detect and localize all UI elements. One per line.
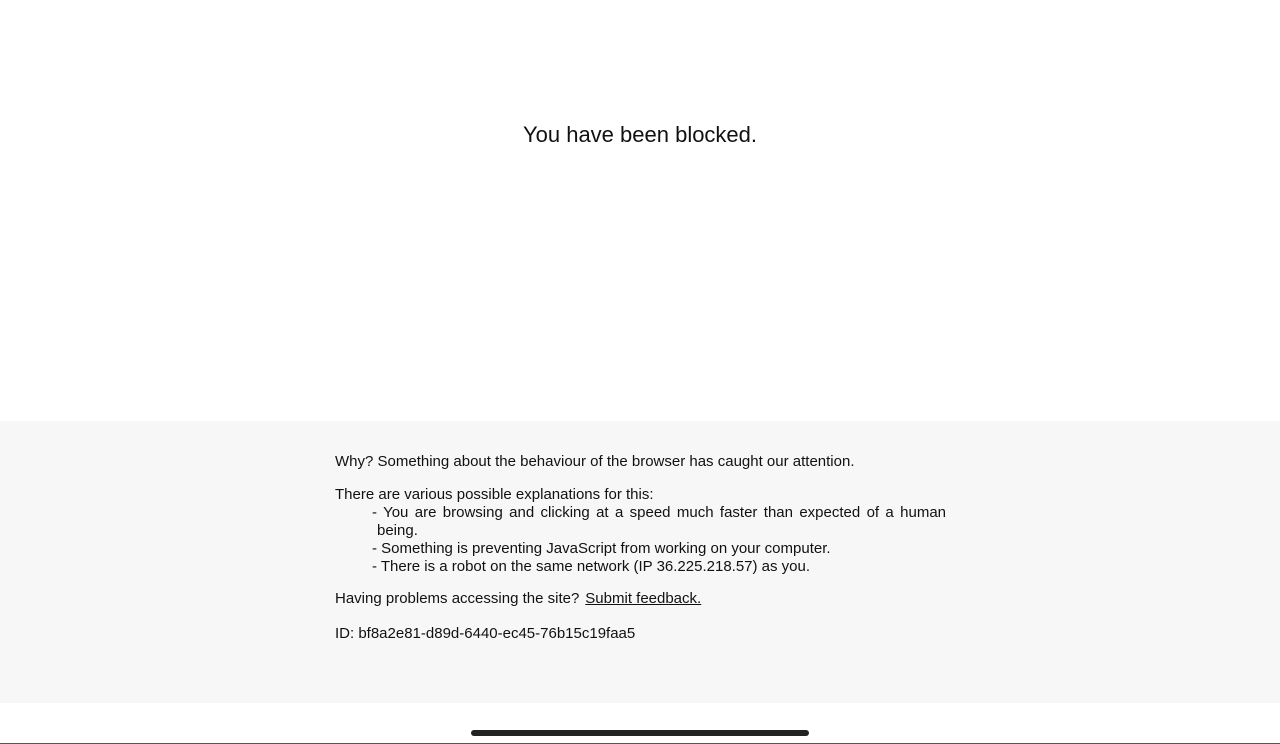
bottom-bar: [0, 703, 1280, 744]
details-panel: [0, 421, 1280, 703]
feedback-prompt: Having problems accessing the site?: [335, 590, 580, 607]
reason-item: - There is a robot on the same network (IP 36.225.218.57) as you.: [372, 558, 811, 575]
explanations-intro: There are various possible explanations for this:: [335, 486, 654, 503]
reasons-list: [372, 504, 946, 576]
details-content: [335, 453, 946, 643]
request-id: ID: bf8a2e81-d89d-6440-ec45-76b15c19faa5: [335, 625, 636, 642]
submit-feedback-link[interactable]: Submit feedback.: [585, 590, 702, 607]
why-text: Why? Something about the behaviour of the browser has caught our attention.: [335, 453, 855, 470]
reason-item: - You are browsing and clicking at a speed much faster than expected of a human being.: [372, 504, 946, 539]
page-title: You have been blocked.: [522, 122, 758, 147]
feedback-line: [335, 590, 946, 608]
home-indicator[interactable]: [471, 730, 809, 736]
reason-item: - Something is preventing JavaScript from working on your computer.: [372, 540, 831, 557]
